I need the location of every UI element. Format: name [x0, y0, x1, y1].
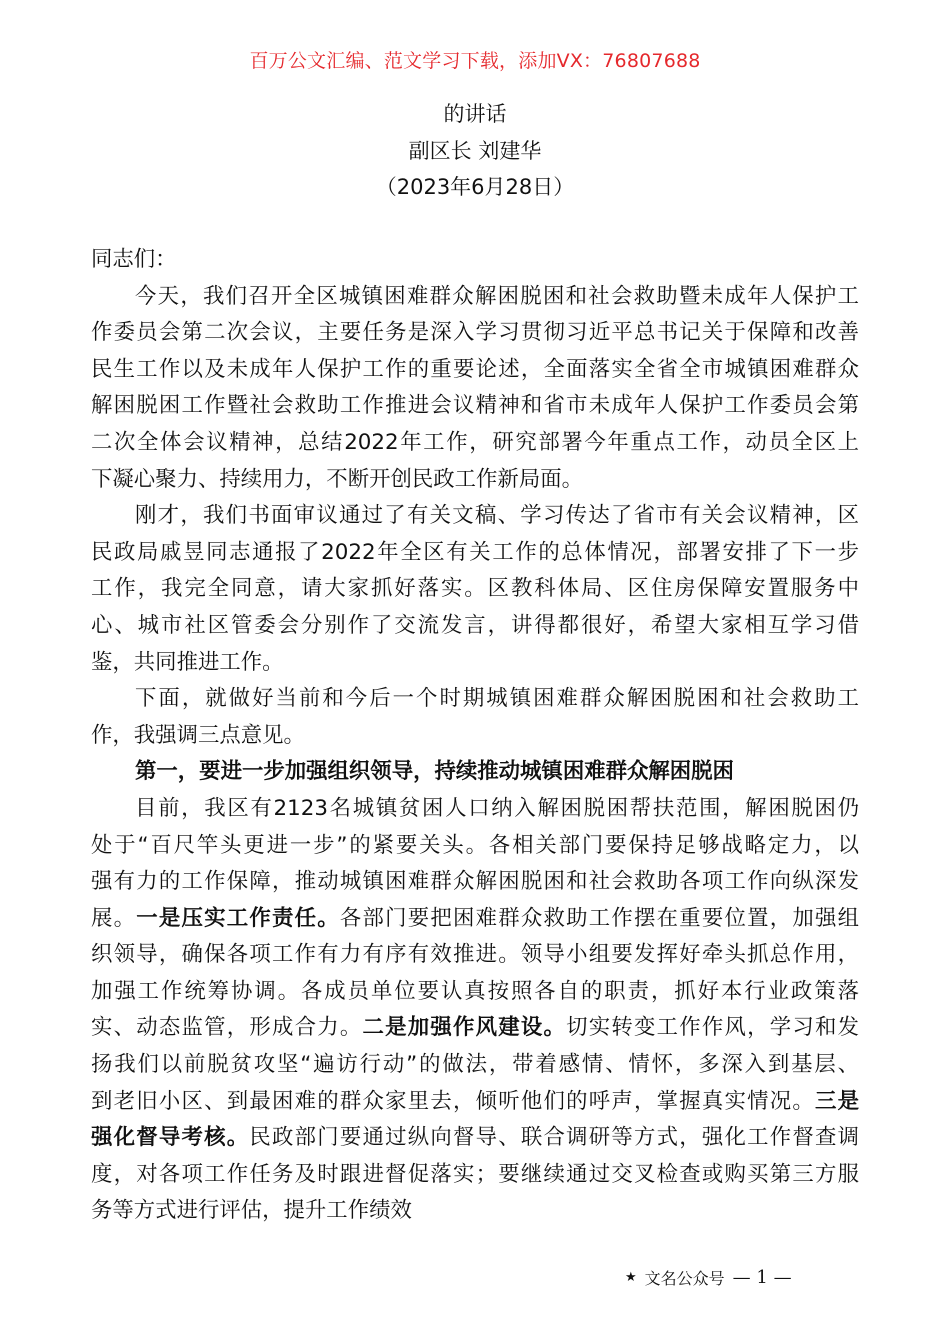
bold-text: 一是压实工作责任。 [136, 905, 340, 931]
text-run: 扬我们以前脱贫攻坚“遍访行动”的做法，带着感情、情怀，多深入到基层、 [91, 1052, 859, 1078]
bold-text: 二是加强作风建设。 [362, 1015, 567, 1041]
footer-source: 文名公众号 [644, 1269, 725, 1288]
text-run: 鉴，共同推进工作。 [91, 649, 284, 675]
text-run: 解困脱困工作暨社会救助工作推进会议精神和省市未成年人保护工作委员会第 [91, 393, 859, 419]
star-icon: ★ [625, 1270, 637, 1285]
text-run: 民政部门要通过纵向督导、联合调研等方式，强化工作督查调 [249, 1125, 859, 1151]
bold-text: 第一，要进一步加强组织领导，持续推动城镇困难群众解困脱困 [135, 759, 734, 785]
text-run: 民政局戚昱同志通报了2022年全区有关工作的总体情况，部署安排了下一步 [91, 539, 859, 565]
paragraph-1-line [91, 608, 859, 645]
paragraph-4-line [91, 1193, 859, 1230]
page-footer [625, 1266, 792, 1289]
paragraph-4-line [91, 901, 859, 938]
paragraph-0-line [91, 315, 859, 352]
text-run: 各部门要把困难群众救助工作摆在重要位置，加强组 [339, 905, 859, 931]
paragraph-4-line [91, 1120, 859, 1157]
paragraph-0-line [91, 388, 859, 425]
text-run: 目前，我区有2123名城镇贫困人口纳入解困脱困帮扶范围，解困脱困仍 [135, 795, 859, 821]
salutation: 同志们： [91, 247, 177, 272]
paragraph-2-line [91, 718, 859, 755]
text-run: 民生工作以及未成年人保护工作的重要论述，全面落实全省全市城镇困难群众 [91, 356, 859, 382]
text-run: 度，对各项工作任务及时跟进督促落实；要继续通过交叉检查或购买第三方服 [91, 1161, 859, 1187]
speech-date: （2023年6月28日） [375, 175, 575, 199]
text-run: 下面，就做好当前和今后一个时期城镇困难群众解困脱困和社会救助工 [135, 686, 859, 712]
text-run: 展。 [91, 905, 137, 931]
paragraph-1-line [91, 645, 859, 682]
paragraph-4-line [91, 1157, 859, 1194]
paragraph-1-line [91, 535, 859, 572]
paragraph-0-line [91, 425, 859, 462]
text-run: 刚才，我们书面审议通过了有关文稿、学习传达了省市有关会议精神，区 [135, 503, 859, 529]
speech-title: 的讲话 [443, 102, 507, 126]
watermark-banner: 百万公文汇编、范文学习下载，添加VX：76807688 [249, 50, 701, 72]
paragraph-1-line [91, 571, 859, 608]
text-run: 心、城市社区管委会分别作了交流发言，讲得都很好，希望大家相互学习借 [91, 612, 859, 638]
paragraph-4-line [91, 1084, 859, 1121]
paragraph-4-line [91, 828, 859, 865]
text-run: 加强工作统筹协调。各成员单位要认真按照各自的职责，抓好本行业政策落 [91, 978, 859, 1004]
text-run: 二次全体会议精神，总结2022年工作，研究部署今年重点工作，动员全区上 [91, 429, 859, 455]
text-run: 下凝心聚力、持续用力，不断开创民政工作新局面。 [91, 466, 583, 492]
bold-text: 强化督导考核。 [91, 1125, 250, 1151]
text-run: 处于“百尺竿头更进一步”的紧要关头。各相关部门要保持足够战略定力，以 [91, 832, 859, 858]
text-run: 到老旧小区、到最困难的群众家里去，倾听他们的呼声，掌握真实情况。 [91, 1088, 815, 1114]
paragraph-2-line [91, 681, 859, 718]
paragraph-4-line [91, 937, 859, 974]
text-run: 织领导，确保各项工作有力有序有效推进。领导小组要发挥好牵头抓总作用， [91, 942, 859, 968]
text-run: 切实转变工作作风，学习和发 [566, 1015, 859, 1041]
text-run: 务等方式进行评估，提升工作绩效 [91, 1198, 412, 1224]
text-run: 工作，我完全同意，请大家抓好落实。区教科体局、区住房保障安置服务中 [91, 576, 859, 602]
paragraph-1-line [91, 498, 859, 535]
text-run: 作委员会第二次会议，主要任务是深入学习贯彻习近平总书记关于保障和改善 [91, 320, 859, 346]
bold-text: 三是 [814, 1088, 859, 1114]
paragraph-4-line [91, 974, 859, 1011]
text-run: 强有力的工作保障，推动城镇困难群众解困脱困和社会救助各项工作向纵深发 [91, 869, 859, 895]
document-body [91, 242, 859, 1230]
page-number: — 1 — [732, 1267, 792, 1288]
text-run: 今天，我们召开全区城镇困难群众解困脱困和社会救助暨未成年人保护工 [135, 283, 859, 309]
paragraph-3-line [91, 754, 859, 791]
paragraph-4-line [91, 1047, 859, 1084]
text-run: 实、动态监管，形成合力。 [91, 1015, 363, 1041]
paragraph-0-line [91, 352, 859, 389]
paragraph-4-line [91, 791, 859, 828]
paragraph-0-line [91, 462, 859, 499]
paragraph-4-line [91, 864, 859, 901]
speaker-name: 副区长 刘建华 [408, 139, 542, 163]
paragraph-0-line [91, 279, 859, 316]
text-run: 作，我强调三点意见。 [91, 722, 305, 748]
paragraph-4-line [91, 1010, 859, 1047]
